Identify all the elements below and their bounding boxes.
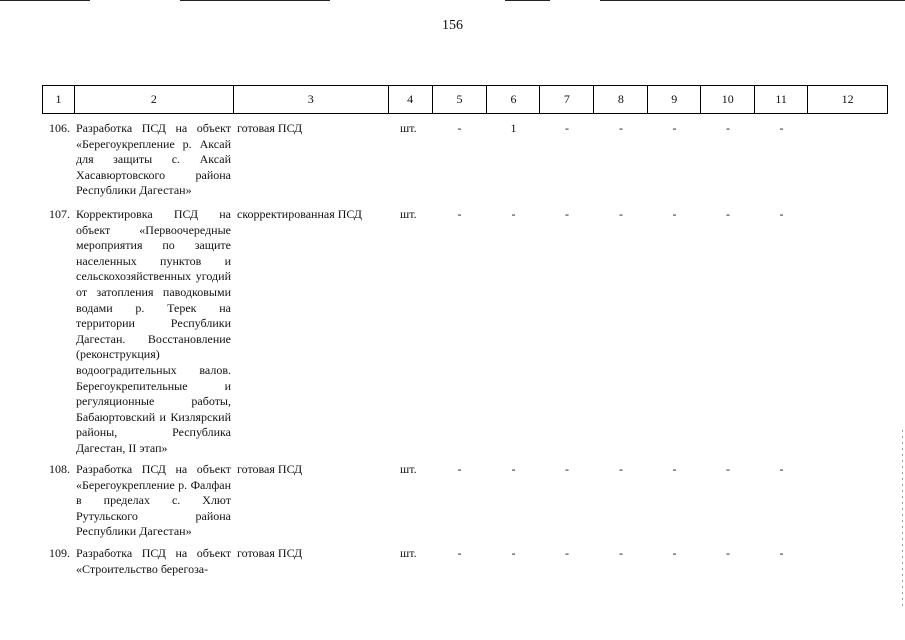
page-number: 156 [442, 18, 463, 33]
row-value: - [726, 462, 730, 476]
row-value: - [619, 121, 623, 135]
row-number: 106. [49, 121, 70, 135]
column-header: 10 [701, 86, 755, 113]
row-unit: шт. [400, 546, 417, 560]
scan-edge-mark [902, 430, 903, 610]
row-value: - [457, 546, 462, 560]
row-value: 1 [510, 121, 517, 135]
row-value: - [726, 546, 730, 560]
row-value [808, 462, 888, 544]
row-unit: шт. [400, 462, 417, 476]
row-value: - [457, 121, 462, 135]
table-row [42, 119, 888, 205]
row-value: - [779, 462, 784, 476]
table-row [42, 205, 888, 460]
row-value: - [511, 462, 516, 476]
row-value: - [779, 207, 784, 221]
row-value [808, 207, 888, 460]
row-result: готовая ПСД [237, 546, 303, 560]
column-header: 6 [487, 86, 540, 113]
column-header: 12 [808, 86, 888, 113]
table-header-row [42, 85, 888, 114]
row-value: - [511, 546, 516, 560]
table-row [42, 460, 888, 544]
row-unit: шт. [400, 121, 417, 135]
column-header: 4 [389, 86, 433, 113]
column-header: 7 [540, 86, 594, 113]
row-value: - [672, 546, 677, 560]
data-table [42, 85, 888, 586]
table-row [42, 544, 888, 586]
row-name: Разработка ПСД на объект «Строительство берегоза- [76, 546, 231, 576]
row-value [808, 546, 888, 586]
row-value: - [457, 207, 462, 221]
row-value: - [726, 207, 730, 221]
row-value [808, 121, 888, 205]
top-border-line [505, 0, 550, 1]
row-value: - [619, 546, 623, 560]
row-value: - [565, 462, 569, 476]
row-value: - [457, 462, 462, 476]
row-value: - [619, 462, 623, 476]
column-header: 9 [648, 86, 701, 113]
column-header: 5 [433, 86, 488, 113]
row-result: скорректированная ПСД [237, 207, 362, 221]
top-border-line [0, 0, 90, 1]
row-value: - [672, 207, 677, 221]
column-header: 11 [755, 86, 808, 113]
top-border-line [180, 0, 330, 1]
row-result: готовая ПСД [237, 462, 303, 476]
column-header: 8 [594, 86, 648, 113]
row-unit: шт. [400, 207, 417, 221]
row-name: Разработка ПСД на объект «Берегоукрепление р. Фалфан в пределах с. Хлют Рутульского района Республики Дагестан» [76, 462, 231, 539]
row-value: - [779, 546, 784, 560]
row-result: готовая ПСД [237, 121, 303, 135]
row-value: - [565, 546, 569, 560]
row-name: Корректировка ПСД на объект «Первоочередные мероприятия по защите населенных пунктов и сельскохозяйственных угодий от затопления паводковыми водами р. Терек на территории Республики Дагестан. Восстановление (реконструкция) водооградительных валов. Берегоукрепительные и регуляционные работы, Бабаюртовский и Кизлярский районы, Республика Дагестан, II этап» [76, 207, 231, 455]
row-value: - [565, 121, 569, 135]
row-value: - [672, 462, 677, 476]
row-value: - [779, 121, 784, 135]
column-header: 1 [43, 86, 75, 113]
column-header: 3 [234, 86, 389, 113]
row-name: Разработка ПСД на объект «Берегоукрепление р. Аксай для защиты с. Аксай Хасавюртовского района Республики Дагестан» [76, 121, 231, 198]
row-value: - [619, 207, 623, 221]
column-header: 2 [75, 86, 234, 113]
row-number: 107. [49, 207, 70, 221]
row-number: 108. [49, 462, 70, 476]
row-number: 109. [49, 546, 70, 560]
row-value: - [511, 207, 516, 221]
row-value: - [726, 121, 730, 135]
row-value: - [672, 121, 677, 135]
row-value: - [565, 207, 569, 221]
top-border-line [600, 0, 905, 1]
